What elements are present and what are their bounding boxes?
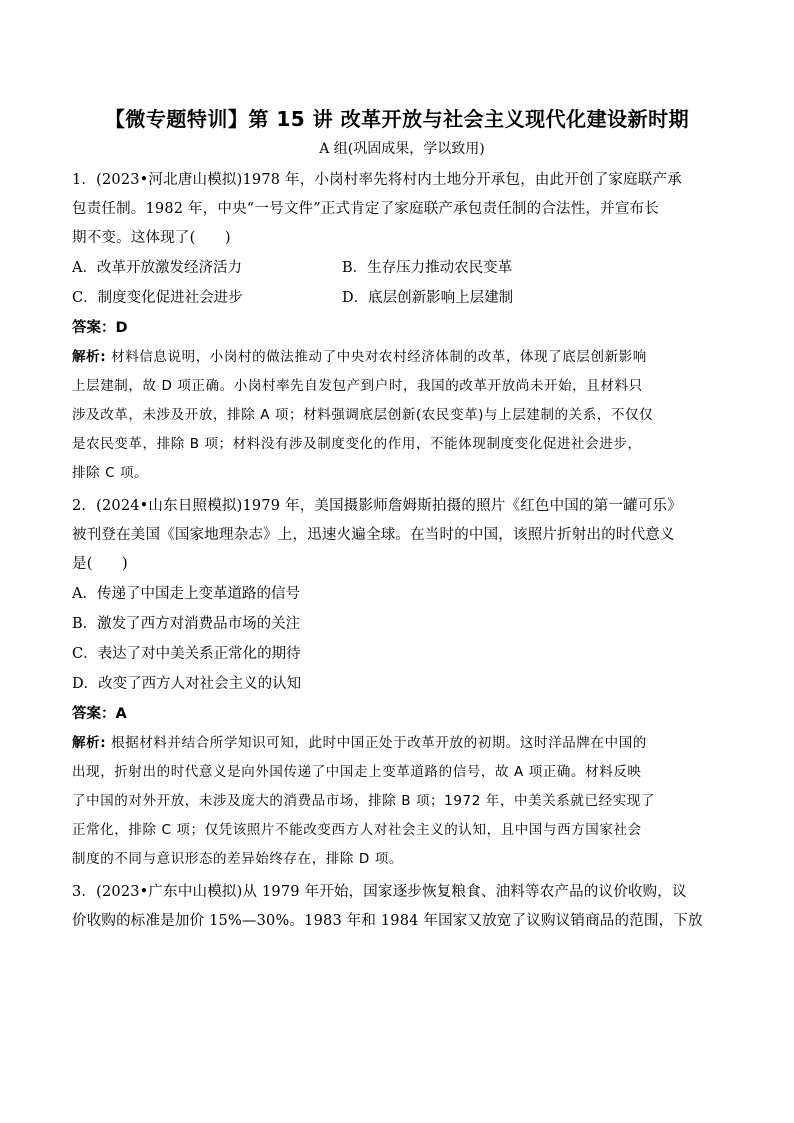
document-content	[72, 103, 732, 936]
question-2-option-c: C．表达了对中美关系正常化的期待	[72, 646, 301, 662]
question-1-explanation-label: 解析:	[72, 349, 107, 365]
question-3	[72, 878, 732, 936]
question-2-explanation-line-3: 了中国的对外开放，未涉及庞大的消费品市场，排除 B 项；1972 年，中美关系就已经实现了	[72, 793, 655, 809]
question-2-option-b: B．激发了西方对消费品市场的关注	[72, 616, 301, 632]
question-2	[72, 492, 732, 874]
question-2-explanation	[72, 729, 732, 874]
question-1	[72, 166, 732, 488]
question-2-explanation-line-2: 出现，折射出的时代意义是向外国传递了中国走上变革道路的信号，故 A 项正确。材料反映	[72, 764, 642, 780]
question-2-answer: 答案：A	[72, 706, 127, 722]
question-1-line-3: 期不变。这体现了( )	[72, 230, 231, 246]
question-1-explanation-line-3: 涉及改革，未涉及开放，排除 A 项；材料强调底层创新(农民变革)与上层建制的关系，不仅仅	[72, 407, 654, 423]
question-1-explanation-line-5: 排除 C 项。	[72, 465, 149, 481]
page-title: 【微专题特训】第 15 讲 改革开放与社会主义现代化建设新时期	[104, 107, 690, 131]
question-3-line-1: 3．(2023•广东中山模拟)从 1979 年开始，国家逐步恢复粮食、油料等农产品的议价收购，议	[72, 884, 687, 900]
question-2-explanation-label: 解析:	[72, 735, 107, 751]
question-2-explanation-line-4: 正常化，排除 C 项；仅凭该照片不能改变西方人对社会主义的认知，且中国与西方国家社会	[72, 822, 642, 838]
question-2-explanation-line-5: 制度的不同与意识形态的差异始终存在，排除 D 项。	[72, 851, 403, 867]
question-1-line-1: 1．(2023•河北唐山模拟)1978 年，小岗村率先将村内土地分开承包，由此开创了家庭联产承	[72, 172, 682, 188]
question-1-option-c: C．制度变化促进社会进步	[72, 290, 243, 306]
question-1-explanation-line-4: 是农民变革，排除 B 项；材料没有涉及制度变化的作用，不能体现制度变化促进社会进步，	[72, 436, 642, 452]
question-2-line-1: 2．(2024•山东日照模拟)1979 年，美国摄影师詹姆斯拍摄的照片《红色中国的第一罐可乐》	[72, 498, 682, 514]
question-3-line-2: 价收购的标准是加价 15%—30%。1983 年和 1984 年国家又放宽了议购议销商品的范围，下放	[72, 913, 703, 929]
question-1-explanation-line-1: 材料信息说明，小岗村的做法推动了中央对农村经济体制的改革，体现了底层创新影响	[106, 349, 647, 365]
question-1-option-d: D．底层创新影响上层建制	[342, 290, 514, 306]
question-2-option-a: A．传递了中国走上变革道路的信号	[72, 586, 300, 602]
question-1-line-2: 包责任制。1982 年，中央“一号文件”正式肯定了家庭联产承包责任制的合法性，并宣布长	[72, 201, 659, 217]
question-1-option-b: B．生存压力推动农民变革	[342, 260, 513, 276]
question-2-line-2: 被刊登在美国《国家地理杂志》上，迅速火遍全球。在当时的中国，该照片折射出的时代意义	[72, 527, 675, 543]
question-2-explanation-line-1: 根据材料并结合所学知识可知，此时中国正处于改革开放的初期。这时洋品牌在中国的	[106, 735, 647, 751]
question-1-explanation	[72, 343, 732, 488]
question-2-option-d: D．改变了西方人对社会主义的认知	[72, 676, 302, 692]
question-1-options	[72, 253, 732, 313]
section-subtitle: A 组(巩固成果，学以致用)	[319, 141, 485, 157]
question-2-line-3: 是( )	[72, 556, 128, 572]
question-1-answer: 答案：D	[72, 320, 128, 336]
question-1-explanation-line-2: 上层建制，故 D 项正确。小岗村率先自发包产到户时，我国的改革开放尚未开始，且材料只	[72, 378, 643, 394]
question-1-option-a: A．改革开放激发经济活力	[72, 260, 242, 276]
